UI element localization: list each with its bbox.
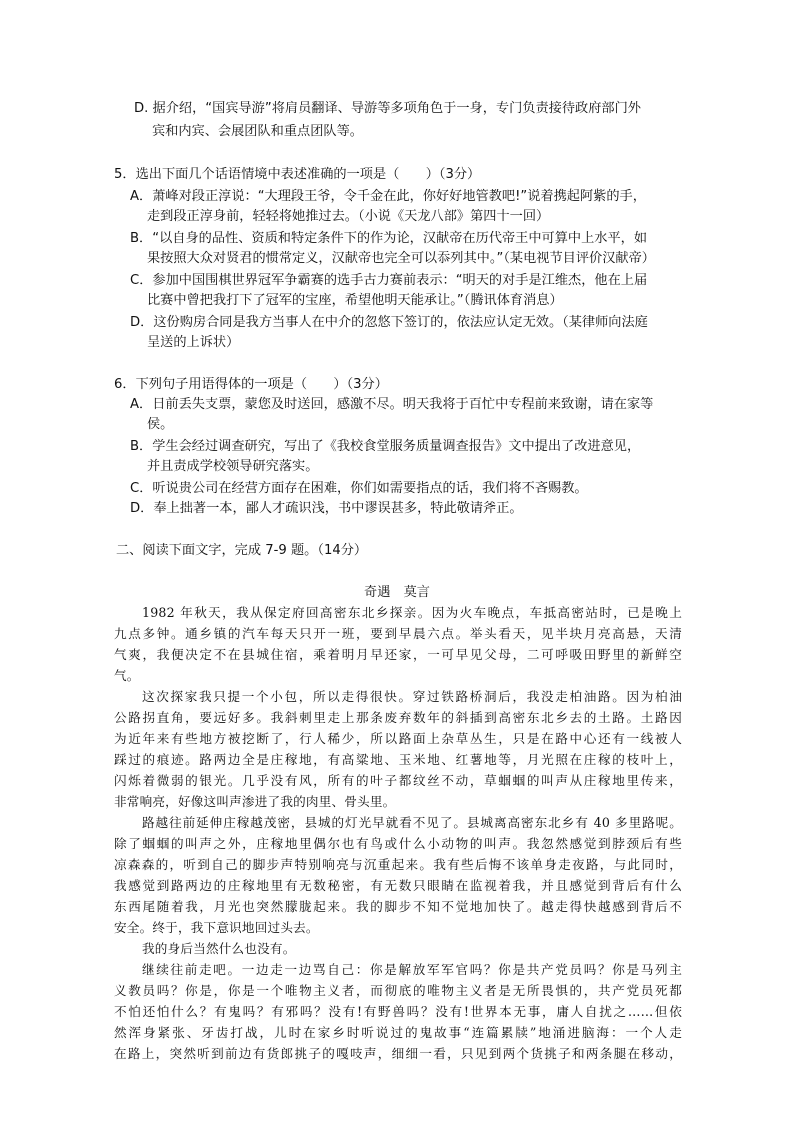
q6-option-a-line1: A．日前丢失支票，蒙您及时送回，感激不尽。明天我将于百忙中专程前来致谢，请在家等 [130,397,654,412]
paragraph-line: 1982 年秋天，我从保定府回高密东北乡探亲。因为火车晚点，车抵高密站时，已是晚上 [142,605,682,620]
paragraph-line: 不怕还怕什么？有鬼吗？有邪吗？没有!有野兽吗？没有!世界本无事，庸人自扰之……但依 [114,1004,682,1019]
q5-option-b-line2: 果按照大众对贤君的惯常定义，汉献帝也完全可以忝列其中。”（某电视节目评价汉献帝） [147,251,655,266]
paragraph-line: 我的身后当然什么也没有。 [142,941,296,956]
paragraph-line: 踩过的痕迹。路两边全是庄稼地，有高粱地、玉米地、红薯地等，月光照在庄稼的枝叶上， [114,752,682,767]
paragraph-line: 气。 [114,668,140,683]
paragraph-line: 我感觉到路两边的庄稼地里有无数秘密，有无数只眼睛在监视着我，并且感觉到背后有什么 [114,878,682,893]
paragraph-line: 这次探家我只提一个小包，所以走得很快。穿过铁路桥洞后，我没走柏油路。因为柏油 [142,689,682,704]
paragraph-line: 在路上，突然听到前边有货郎挑子的嘎吱声，细细一看，只见到两个货挑子和两条腿在移动， [114,1046,682,1061]
paragraph-line: 然浑身紧张、牙齿打战，儿时在家乡时听说过的鬼故事“连篇累牍”地涌进脑海：一个人走 [114,1025,682,1040]
article-title: 奇遇 莫言 [364,585,430,600]
q5-option-d-line2: 呈送的上诉状） [147,335,240,350]
paragraph-line: 义教员吗？你是，你是一个唯物主义者，而彻底的唯物主义者是无所畏惧的，共产党员死都 [114,983,682,998]
q6-option-b-line1: B．学生会经过调查研究，写出了《我校食堂服务质量调查报告》文中提出了改进意见， [130,439,641,454]
q5-option-c-line2: 比赛中曾把我打下了冠军的宝座，希望他明天能承让。”（腾讯体育消息） [147,293,563,308]
paragraph-line: 东西尾随着我，月光也突然朦胧起来。我的脚步不知不觉地加快了。越走得快越感到背后不 [114,899,682,914]
paragraph-line: 公路拐直角，要远好多。我斜刺里走上那条废弃数年的斜插到高密东北乡去的土路。土路因 [114,710,682,725]
paragraph-line: 为近年来有些地方被挖断了，行人稀少，所以路面上杂草丛生，只是在路中心还有一线被人 [114,731,682,746]
q6-option-d: D．奉上拙著一本，鄙人才疏识浅，书中谬误甚多，特此敬请斧正。 [130,501,523,516]
q6-stem: 6．下列句子用语得体的一项是（ ）（3分） [114,377,388,392]
paragraph-line: 除了蝈蝈的叫声之外，庄稼地里偶尔也有鸟或什么小动物的叫声。我忽然感觉到脖颈后有些 [114,836,682,851]
paragraph-line: 气爽，我便决定不在县城住宿，乘着明月早还家，一可早见父母，二可呼吸田野里的新鲜空 [114,647,682,662]
section-heading: 二、阅读下面文字，完成 7-9 题。（14分） [116,543,368,558]
q5-option-d-line1: D．这份购房合同是我方当事人在中介的忽悠下签订的，依法应认定无效。（某律师向法庭 [130,315,648,330]
paragraph-line: 继续往前走吧。一边走一边骂自己：你是解放军军官吗？你是共产党员吗？你是马列主 [142,962,682,977]
q5-option-a-line1: A．萧峰对段正淳说：“大理段王爷，令千金在此，你好好地管教吧!”说着携起阿紫的手， [130,189,646,204]
q5-option-c-line1: C．参加中国围棋世界冠军争霸赛的选手古力赛前表示：“明天的对手是江维杰，他在上届 [130,273,648,288]
q5-stem: 5．选出下面几个话语情境中表述准确的一项是（ ）（3分） [114,167,481,182]
q4-option-d-line1: D. 据介绍，“国宾导游”将肩员翻译、导游等多项角色于一身，专门负责接待政府部门外 [134,101,641,116]
paragraph-line: 路越往前延伸庄稼越茂密，县城的灯光早就看不见了。县城离高密东北乡有 40 多里路呢。 [142,815,682,830]
q6-option-b-line2: 并且责成学校领导研究落实。 [147,459,319,474]
q6-option-c: C．听说贵公司在经营方面存在困难，你们如需要指点的话，我们将不吝赐教。 [130,481,588,496]
q5-option-b-line1: B．“以自身的品性、资质和特定条件下的作为论，汉献帝在历代帝王中可算中上水平，如 [130,231,648,246]
paragraph-line: 凉森森的，听到自己的脚步声特别响亮与沉重起来。我有些后悔不该单身走夜路，与此同时， [114,857,682,872]
paragraph-line: 九点多钟。通乡镇的汽车每天只开一班，要到早晨六点。举头看天，见半块月亮高悬，天清 [114,626,682,641]
q4-option-d-line2: 宾和内宾、会展团队和重点团队等。 [152,124,363,139]
paragraph-line: 非常响亮，好像这叫声渗进了我的肉里、骨头里。 [114,794,396,809]
q5-option-a-line2: 走到段正淳身前，轻轻将她推过去。（小说《天龙八部》第四十一回） [147,209,550,224]
paragraph-line: 闪烁着微弱的银光。几乎没有风，所有的叶子都纹丝不动，草蝈蝈的叫声从庄稼地里传来， [114,773,682,788]
q6-option-a-line2: 侯。 [147,417,174,432]
paragraph-line: 安全。终于，我下意识地回过头去。 [114,920,319,935]
